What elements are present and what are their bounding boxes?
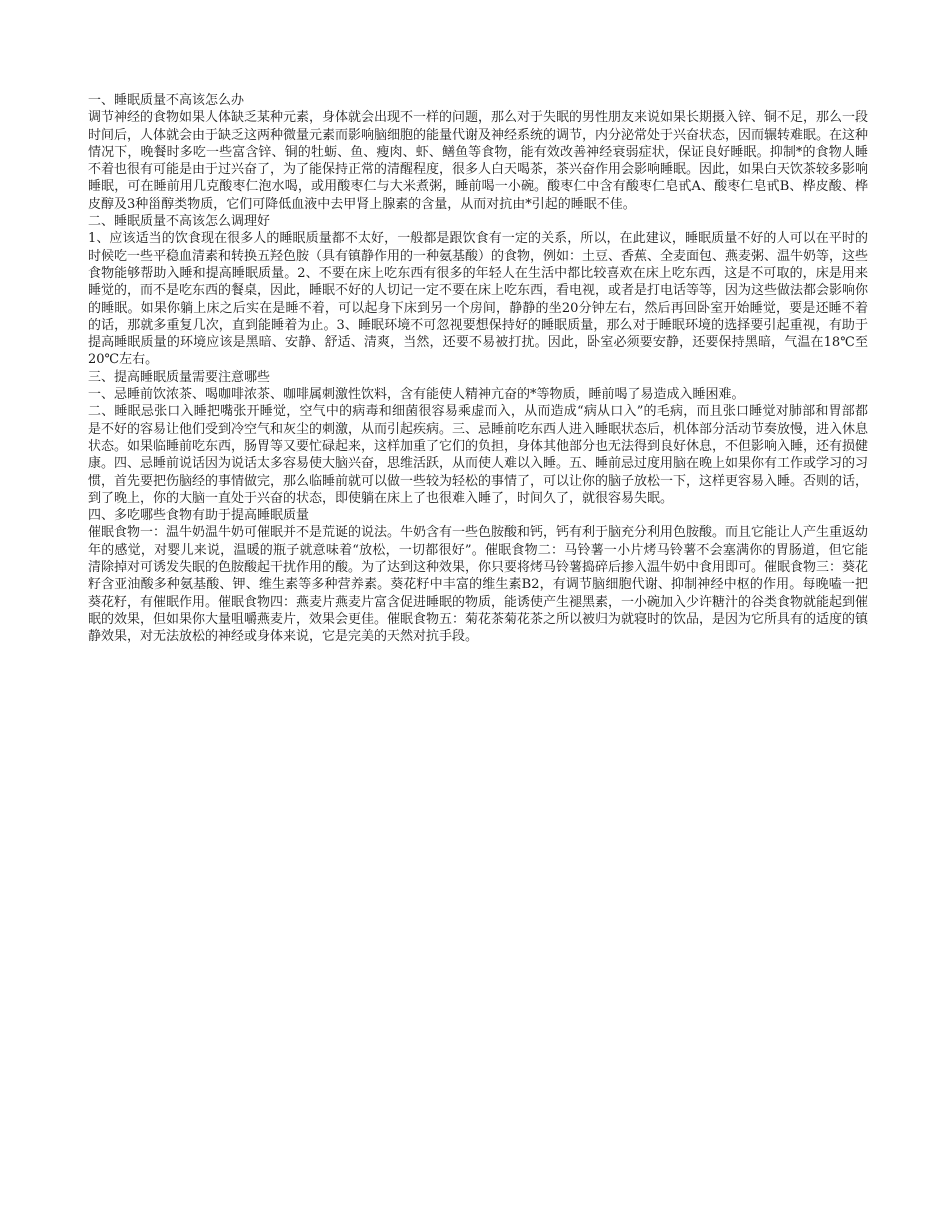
section-2 bbox=[88, 213, 868, 369]
section-paragraph: 一、忌睡前饮浓茶、喝咖啡浓茶、咖啡属刺激性饮料，含有能使人精神亢奋的*等物质，睡前喝了易造成入睡困难。 bbox=[88, 387, 745, 403]
section-1 bbox=[88, 92, 868, 213]
section-heading: 二、睡眠质量不高该怎么调理好 bbox=[88, 214, 271, 230]
section-paragraph: 1、应该适当的饮食现在很多人的睡眠质量都不太好，一般都是跟饮食有一定的关系，所以，在此建议，睡眠质量不好的人可以在平时的时候吃一些平稳血清素和转换五羟色胺（具有镇静作用的一种氨基酸）的食物，例如：土豆、香蕉、全麦面包、燕麦粥、温牛奶等，这些食物能够帮助入睡和提高睡眠质量。2、不要在床上吃东西有很多的年轻人在生活中都比较喜欢在床上吃东西，这是不可取的，床是用来睡觉的，而不是吃东西的餐桌，因此，睡眠不好的人切记一定不要在床上吃东西，看电视，或者是打电话等等，因为这些做法都会影响你的睡眠。如果你躺上床之后实在是睡不着，可以起身下床到另一个房间，静静的坐20分钟左右，然后再回卧室开始睡觉，要是还睡不着的话，那就多重复几次，直到能睡着为止。3、睡眠环境不可忽视要想保持好的睡眠质量，那么对于睡眠环境的选择要引起重视，有助于提高睡眠质量的环境应该是黑暗、安静、舒适、清爽，当然，还要不易被打扰。因此，卧室必须要安静，还要保持黑暗，气温在18℃至20℃左右。 bbox=[88, 231, 869, 368]
section-heading: 四、多吃哪些食物有助于提高睡眠质量 bbox=[88, 508, 310, 524]
section-paragraph: 催眠食物一：温牛奶温牛奶可催眠并不是荒诞的说法。牛奶含有一些色胺酸和钙，钙有利于脑充分利用色胺酸。而且它能让人产生重返幼年的感觉，对婴儿来说，温暖的瓶子就意味着“放松，一切都很好”。催眠食物二：马铃薯一小片烤马铃薯不会塞满你的胃肠道，但它能清除掉对可诱发失眠的色胺酸起干扰作用的酸。为了达到这种效果，你只要将烤马铃薯捣碎后掺入温牛奶中食用即可。催眠食物三：葵花籽含亚油酸多种氨基酸、钾、维生素等多种营养素。葵花籽中丰富的维生素B2，有调节脑细胞代谢、抑制神经中枢的作用。每晚嗑一把葵花籽，有催眠作用。催眠食物四：燕麦片燕麦片富含促进睡眠的物质，能诱使产生褪黑素，一小碗加入少许糖汁的谷类食物就能起到催眠的效果，但如果你大量咀嚼燕麦片，效果会更佳。催眠食物五：菊花茶菊花茶之所以被归为就寝时的饮品，是因为它所具有的适度的镇静效果，对无法放松的神经或身体来说，它是完美的天然对抗手段。 bbox=[88, 525, 869, 645]
section-3 bbox=[88, 369, 868, 507]
section-paragraph: 二、睡眠忌张口入睡把嘴张开睡觉，空气中的病毒和细菌很容易乘虚而入，从而造成“病从口入”的毛病，而且张口睡觉对肺部和胃部都是不好的容易让他们受到冷空气和灰尘的刺激，从而引起疾病。三、忌睡前吃东西人进入睡眠状态后，机体部分活动节奏放慢，进入休息状态。如果临睡前吃东西，肠胃等又要忙碌起来，这样加重了它们的负担，身体其他部分也无法得到良好休息，不但影响入睡，还有损健康。四、忌睡前说话因为说话太多容易使大脑兴奋，思维活跃，从而使人难以入睡。五、睡前忌过度用脑在晚上如果你有工作或学习的习惯，首先要把伤脑经的事情做完，那么临睡前就可以做一些较为轻松的事情了，可以让你的脑子放松一下，这样更容易入睡。否则的话，到了晚上，你的大脑一直处于兴奋的状态，即使躺在床上了也很难入睡了，时间久了，就很容易失眠。 bbox=[88, 404, 869, 506]
section-4 bbox=[88, 507, 868, 645]
section-heading: 三、提高睡眠质量需要注意哪些 bbox=[88, 369, 271, 385]
document-body bbox=[88, 92, 868, 646]
section-heading: 一、睡眠质量不高该怎么办 bbox=[88, 93, 245, 108]
section-paragraph: 调节神经的食物如果人体缺乏某种元素，身体就会出现不一样的问题，那么对于失眠的男性朋友来说如果长期摄入锌、铜不足，那么一段时间后，人体就会由于缺乏这两种微量元素而影响脑细胞的能量代谢及神经系统的调节，内分泌常处于兴奋状态，因而辗转难眠。在这种情况下，晚餐时多吃一些富含锌、铜的牡蛎、鱼、瘦肉、虾、鳝鱼等食物，能有效改善神经衰弱症状，保证良好睡眠。抑制*的食物人睡不着也很有可能是由于过兴奋了，为了能保持正常的清醒程度，很多人白天喝茶，茶兴奋作用会影响睡眠。因此，如果白天饮茶较多影响睡眠，可在睡前用几克酸枣仁泡水喝，或用酸枣仁与大米煮粥，睡前喝一小碗。酸枣仁中含有酸枣仁皂甙A、酸枣仁皂甙B、桦皮酸、桦皮醇及3种甾醇类物质，它们可降低血液中去甲肾上腺素的含量，从而对抗由*引起的睡眠不佳。 bbox=[88, 110, 869, 212]
